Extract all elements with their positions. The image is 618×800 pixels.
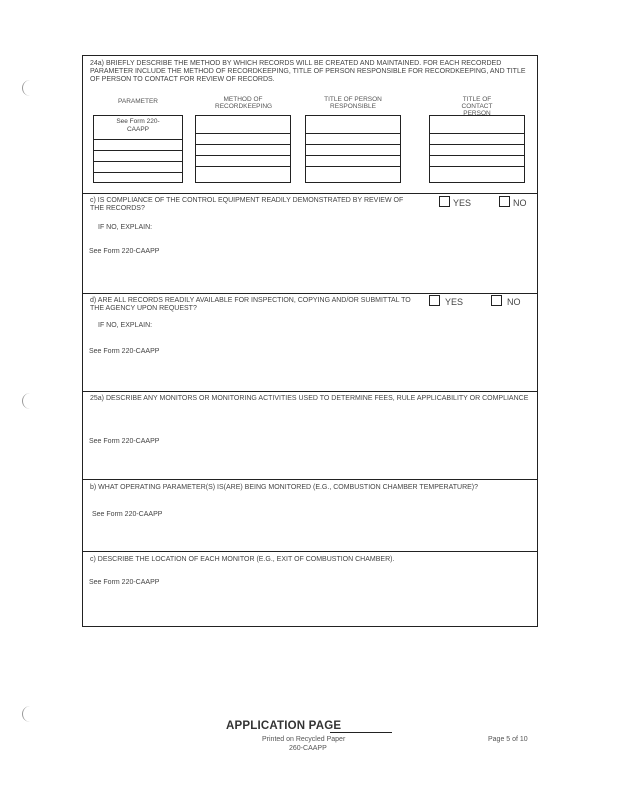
table-row[interactable] xyxy=(196,167,290,182)
no-checkbox[interactable] xyxy=(499,196,510,207)
see-form-note: See Form 220-CAAPP xyxy=(89,348,160,355)
table-row[interactable] xyxy=(94,162,182,173)
parameter-column-grid xyxy=(93,115,183,183)
column-header-method: METHOD OF RECORDKEEPING xyxy=(215,96,273,110)
column-header-contact: TITLE OF CONTACT PERSON xyxy=(461,96,493,117)
column-header-parameter: PARAMETER xyxy=(118,98,158,105)
table-row[interactable] xyxy=(306,134,400,145)
table-row[interactable] xyxy=(430,134,524,145)
application-page-title: APPLICATION PAGE xyxy=(226,720,342,732)
section-24a xyxy=(83,56,537,194)
question-25b-text: b) WHAT OPERATING PARAMETER(S) IS(ARE) BEING MONITORED (E.G., COMBUSTION CHAMBER TEMPERATURE)? xyxy=(90,484,479,491)
see-form-note: See Form 220-CAAPP xyxy=(89,248,160,255)
application-page-blank-line xyxy=(330,732,392,733)
section-25a xyxy=(83,392,537,480)
binder-hole-mark-middle xyxy=(22,393,33,409)
table-row[interactable] xyxy=(306,145,400,156)
parameter-see-form-note: See Form 220-CAAPP xyxy=(116,118,160,133)
no-label: NO xyxy=(507,297,521,307)
form-frame xyxy=(82,55,538,627)
method-column-grid xyxy=(195,115,291,183)
form-number: 260-CAAPP xyxy=(289,745,327,752)
section-24c xyxy=(83,194,537,294)
yes-label: YES xyxy=(453,198,472,208)
explain-label: IF NO, EXPLAIN: xyxy=(98,224,153,231)
no-checkbox[interactable] xyxy=(491,295,502,306)
responsible-column-grid xyxy=(305,115,401,183)
page-number: Page 5 of 10 xyxy=(488,736,528,743)
question-24a-text: 24a) BRIEFLY DESCRIBE THE METHOD BY WHICH RECORDS WILL BE CREATED AND MAINTAINED. FOR EACH RECORDED PARAMETER INCLUDE THE METHOD OF RECORDKEEPING, TITLE OF PERSON RESPONSIBLE FOR RECORDKEEPING, AND TITLE OF PERSON TO CONTACT FOR REVIEW OF RECORDS. xyxy=(90,60,526,83)
binder-hole-mark-top xyxy=(22,80,33,96)
yes-checkbox[interactable] xyxy=(429,295,440,306)
see-form-note: See Form 220-CAAPP xyxy=(89,438,160,445)
column-header-responsible: TITLE OF PERSON RESPONSIBLE xyxy=(324,96,382,110)
explain-label: IF NO, EXPLAIN: xyxy=(98,322,153,329)
table-row[interactable] xyxy=(430,145,524,156)
table-row[interactable] xyxy=(306,167,400,182)
binder-hole-mark-bottom xyxy=(22,706,33,722)
yes-label: YES xyxy=(445,297,464,307)
contact-column-grid xyxy=(429,115,525,183)
question-24c-text: c) IS COMPLIANCE OF THE CONTROL EQUIPMENT READILY DEMONSTRATED BY REVIEW OF THE RECORDS? xyxy=(90,197,404,212)
question-25c-text: c) DESCRIBE THE LOCATION OF EACH MONITOR (E.G., EXIT OF COMBUSTION CHAMBER). xyxy=(90,556,395,563)
section-25c xyxy=(83,552,537,626)
recycled-paper-note: Printed on Recycled Paper xyxy=(262,736,346,743)
yes-checkbox[interactable] xyxy=(439,196,450,207)
table-row[interactable] xyxy=(196,145,290,156)
table-row[interactable] xyxy=(430,156,524,167)
table-row[interactable] xyxy=(196,156,290,167)
question-24d-text: d) ARE ALL RECORDS READILY AVAILABLE FOR INSPECTION, COPYING AND/OR SUBMITTAL TO THE AGENCY UPON REQUEST? xyxy=(90,297,411,312)
table-row[interactable] xyxy=(94,173,182,183)
see-form-note: See Form 220-CAAPP xyxy=(92,511,163,518)
table-row[interactable] xyxy=(94,151,182,162)
table-row[interactable] xyxy=(306,156,400,167)
table-row[interactable] xyxy=(196,134,290,145)
section-24d xyxy=(83,294,537,392)
table-row[interactable] xyxy=(430,167,524,182)
section-25b xyxy=(83,480,537,552)
table-row[interactable] xyxy=(94,140,182,151)
no-label: NO xyxy=(513,198,527,208)
see-form-note: See Form 220-CAAPP xyxy=(89,579,160,586)
question-25a-text: 25a) DESCRIBE ANY MONITORS OR MONITORING ACTIVITIES USED TO DETERMINE FEES, RULE APPLICABILITY OR COMPLIANCE xyxy=(90,395,529,402)
